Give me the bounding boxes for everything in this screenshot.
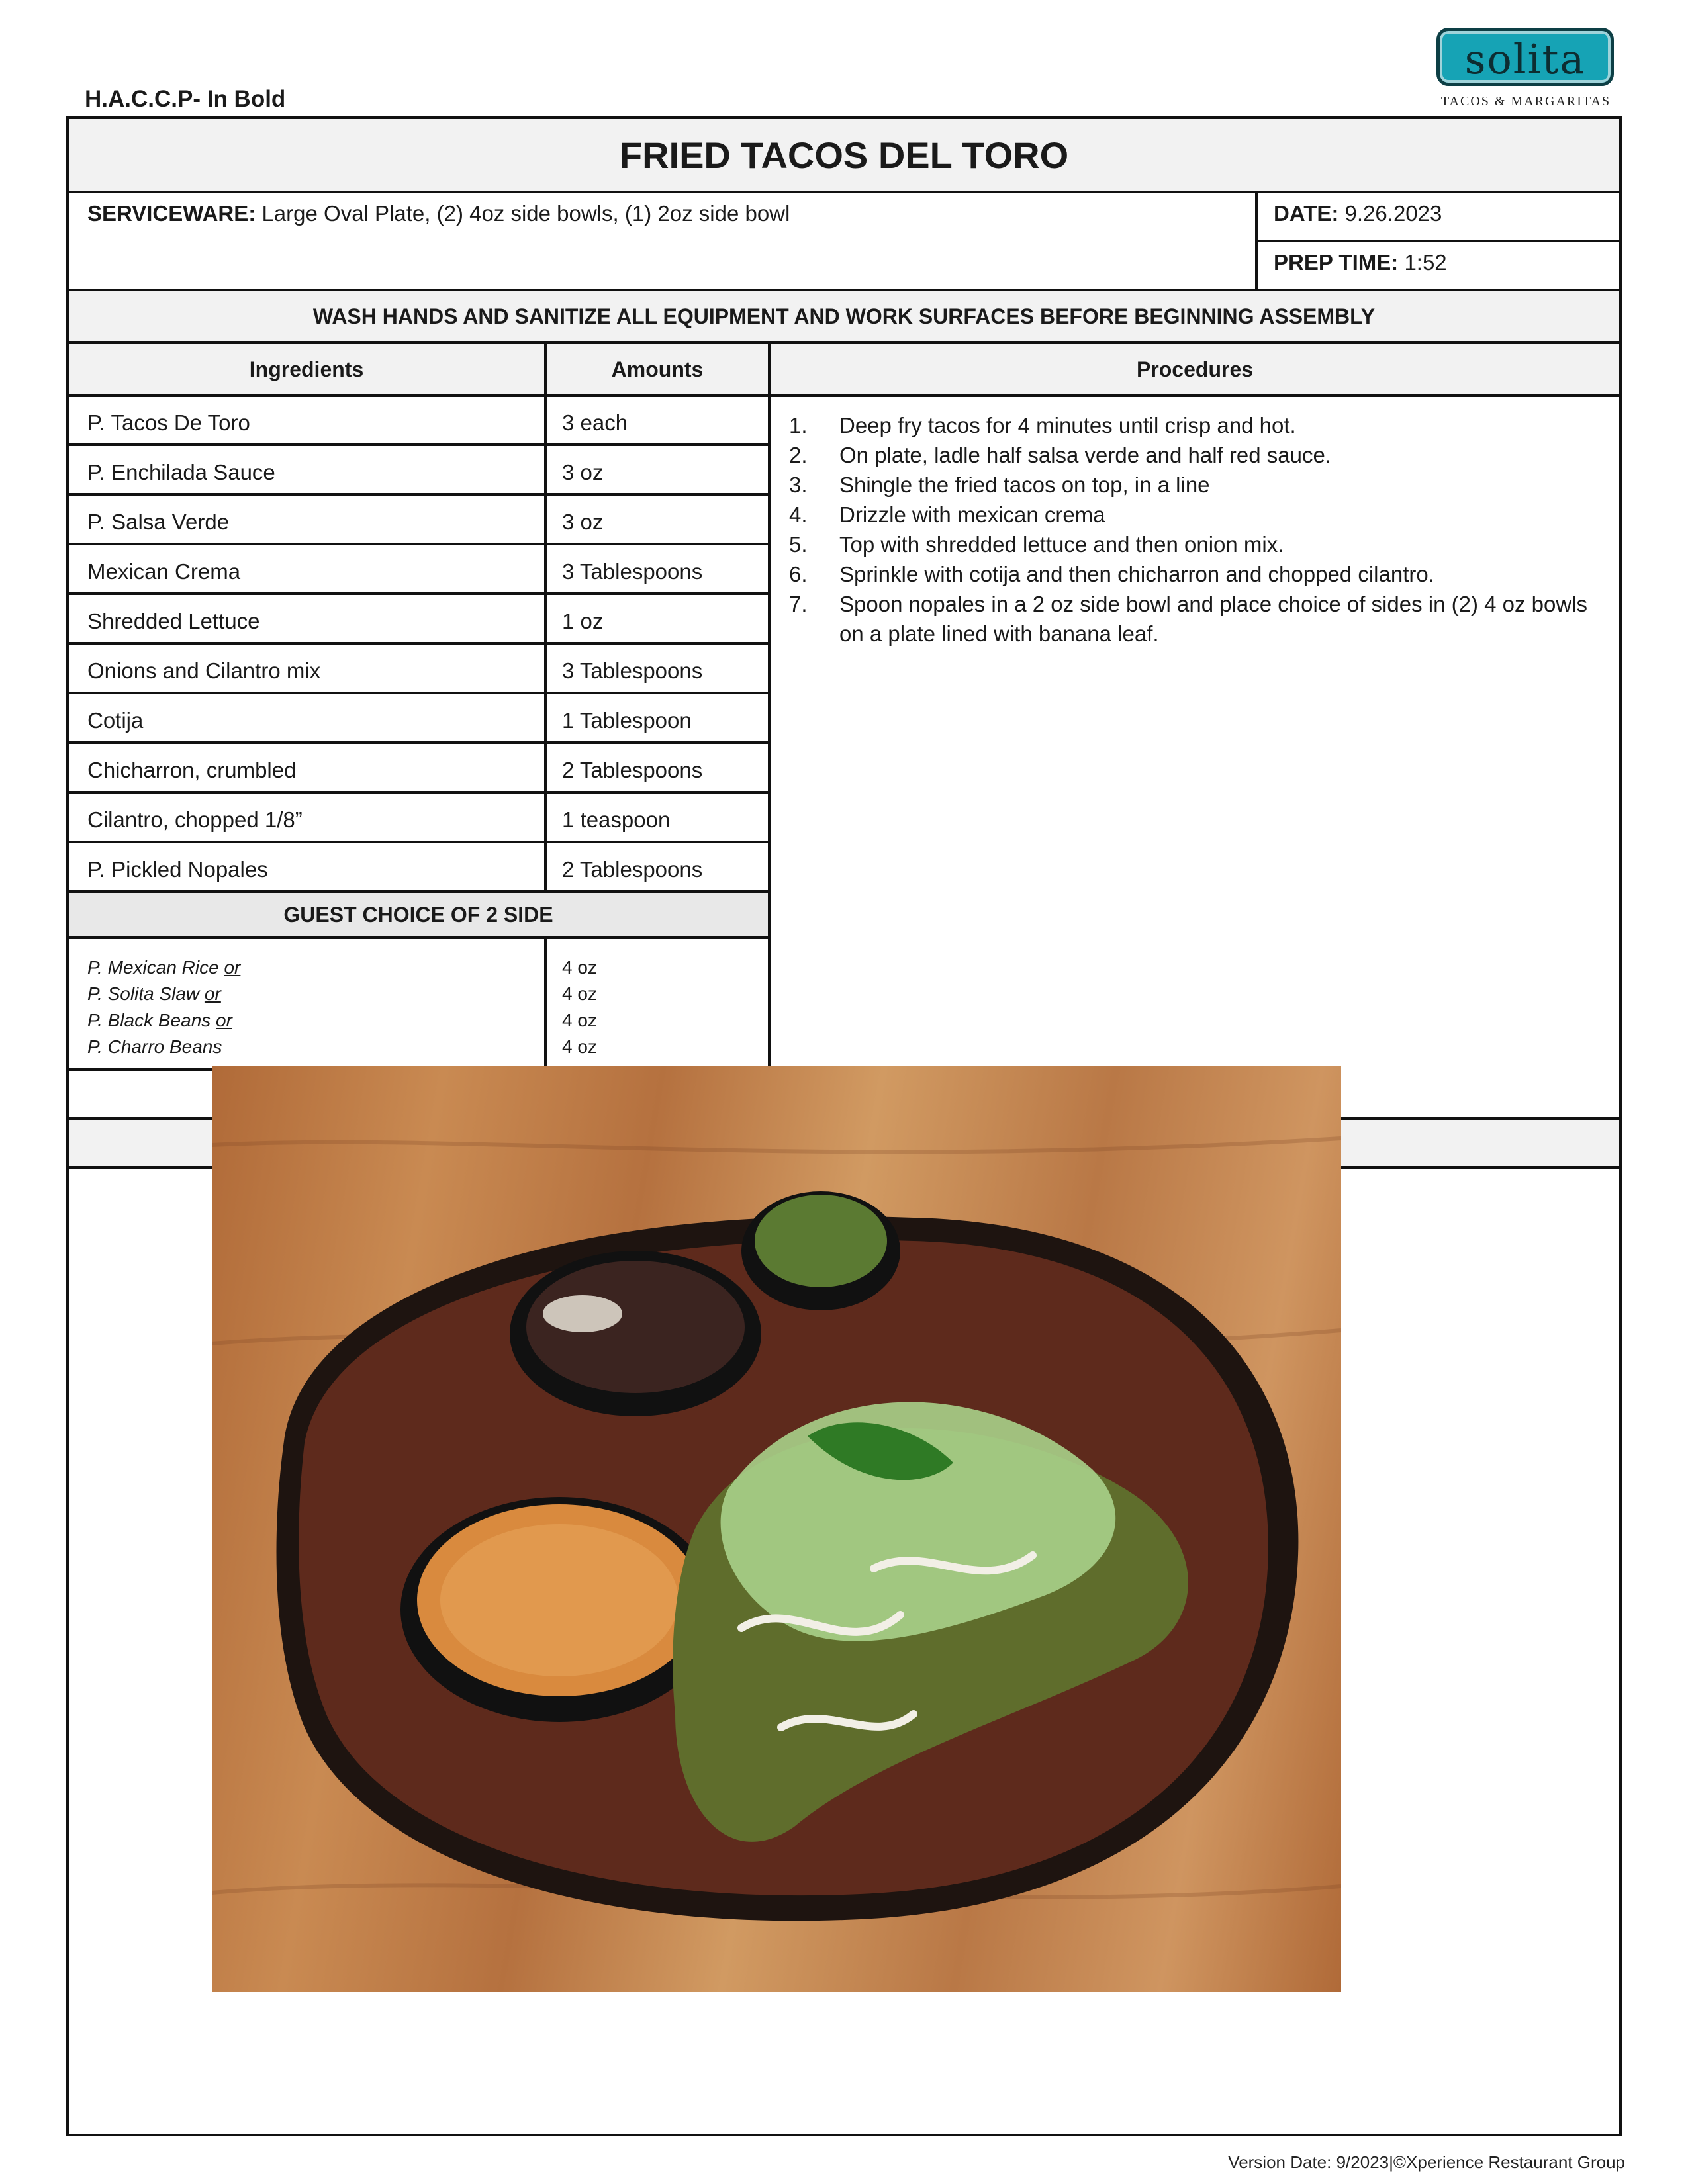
pickled-nopales xyxy=(755,1195,887,1287)
ingredient-amount: 3 each xyxy=(562,410,628,435)
ingredient-amount: 1 teaspoon xyxy=(562,807,671,832)
divider xyxy=(69,692,769,694)
date-label: DATE: xyxy=(1274,201,1339,226)
wash-hands-banner: WASH HANDS AND SANITIZE ALL EQUIPMENT AND WORK SURFACES BEFORE BEGINNING ASSEMBLY xyxy=(69,291,1619,341)
procedure-step: 5. Top with shredded lettuce and then onion mix. xyxy=(789,532,1284,557)
procedure-step: 6. Sprinkle with cotija and then chicharron and chopped cilantro. xyxy=(789,562,1434,586)
divider xyxy=(69,543,769,545)
ingredient-name: P. Pickled Nopales xyxy=(87,857,268,882)
logo-badge xyxy=(1436,28,1614,86)
divider xyxy=(69,493,769,496)
ingredient-amount: 3 oz xyxy=(562,460,604,484)
procedures-header: Procedures xyxy=(771,344,1619,394)
haccp-note: H.A.C.C.P- In Bold xyxy=(85,86,286,112)
ingredient-name: Cilantro, chopped 1/8” xyxy=(87,807,303,832)
side-option: P. Black Beans or xyxy=(87,1010,232,1030)
side-options xyxy=(87,954,240,1060)
prep-time-value: 1:52 xyxy=(1404,250,1447,275)
sides-header: GUEST CHOICE OF 2 SIDE xyxy=(69,893,768,936)
side-option: P. Mexican Rice or xyxy=(87,957,241,978)
ingredient-amount: 2 Tablespoons xyxy=(562,857,703,882)
ingredient-amount: 1 oz xyxy=(562,609,604,633)
amounts-header: Amounts xyxy=(547,344,768,394)
side-amount: 4 oz xyxy=(562,1010,597,1030)
divider xyxy=(69,191,1619,193)
procedure-step: 7. Spoon nopales in a 2 oz side bowl and place choice of sides in (2) 4 oz bowls on a plate lined with banana leaf. xyxy=(789,592,1588,646)
procedure-step: 2. On plate, ladle half salsa verde and half red sauce. xyxy=(789,443,1331,467)
divider xyxy=(69,443,769,446)
serviceware-value: Large Oval Plate, (2) 4oz side bowls, (1) 2oz side bowl xyxy=(261,201,790,226)
ingredient-amount: 2 Tablespoons xyxy=(562,758,703,782)
ingredient-name: Cotija xyxy=(87,708,144,733)
ingredient-name: Mexican Crema xyxy=(87,559,241,584)
ingredient-amount: 3 Tablespoons xyxy=(562,559,703,584)
logo-wordmark: solita xyxy=(1464,35,1586,83)
divider xyxy=(69,841,769,843)
side-option: P. Solita Slaw or xyxy=(87,983,221,1004)
ingredient-name: P. Salsa Verde xyxy=(87,510,230,534)
side-amount: 4 oz xyxy=(562,957,597,978)
procedure-step: 3. Shingle the fried tacos on top, in a line xyxy=(789,473,1210,497)
divider xyxy=(69,741,769,744)
ingredient-name: Shredded Lettuce xyxy=(87,609,260,633)
divider xyxy=(69,791,769,794)
ingredient-amount: 3 oz xyxy=(562,510,604,534)
prep-time-cell xyxy=(1274,250,1447,275)
serviceware-label: SERVICEWARE: xyxy=(87,201,256,226)
side-amount: 4 oz xyxy=(562,1036,597,1057)
procedure-step: 1. Deep fry tacos for 4 minutes until crisp and hot. xyxy=(789,413,1296,437)
side-amounts xyxy=(562,954,597,1060)
plated-dish-photo xyxy=(212,1066,1341,1992)
ingredients-header: Ingredients xyxy=(69,344,544,394)
ingredient-name: Onions and Cilantro mix xyxy=(87,659,321,683)
solita-logo xyxy=(1430,28,1622,117)
divider xyxy=(1255,240,1619,242)
dish-illustration xyxy=(212,1066,1341,1992)
ingredient-amount: 3 Tablespoons xyxy=(562,659,703,683)
divider xyxy=(69,592,769,595)
divider xyxy=(69,936,769,939)
serviceware-row xyxy=(87,201,790,226)
ingredient-name: P. Enchilada Sauce xyxy=(87,460,275,484)
ingredient-name: Chicharron, crumbled xyxy=(87,758,297,782)
logo-tagline: TACOS & MARGARITAS xyxy=(1440,94,1611,109)
version-footer: Version Date: 9/2023|©Xperience Restaurant Group xyxy=(1228,2152,1625,2172)
recipe-title: FRIED TACOS DEL TORO xyxy=(69,119,1619,191)
ingredient-amount: 1 Tablespoon xyxy=(562,708,692,733)
procedures-list xyxy=(784,410,1605,649)
date-value: 9.26.2023 xyxy=(1344,201,1442,226)
procedure-step: 4. Drizzle with mexican crema xyxy=(789,502,1105,527)
date-cell xyxy=(1274,201,1442,226)
divider xyxy=(69,642,769,645)
ingredient-name: P. Tacos De Toro xyxy=(87,410,250,435)
prep-time-label: PREP TIME: xyxy=(1274,250,1399,275)
side-option: P. Charro Beans xyxy=(87,1036,222,1057)
divider xyxy=(69,394,1619,397)
side-amount: 4 oz xyxy=(562,983,597,1004)
